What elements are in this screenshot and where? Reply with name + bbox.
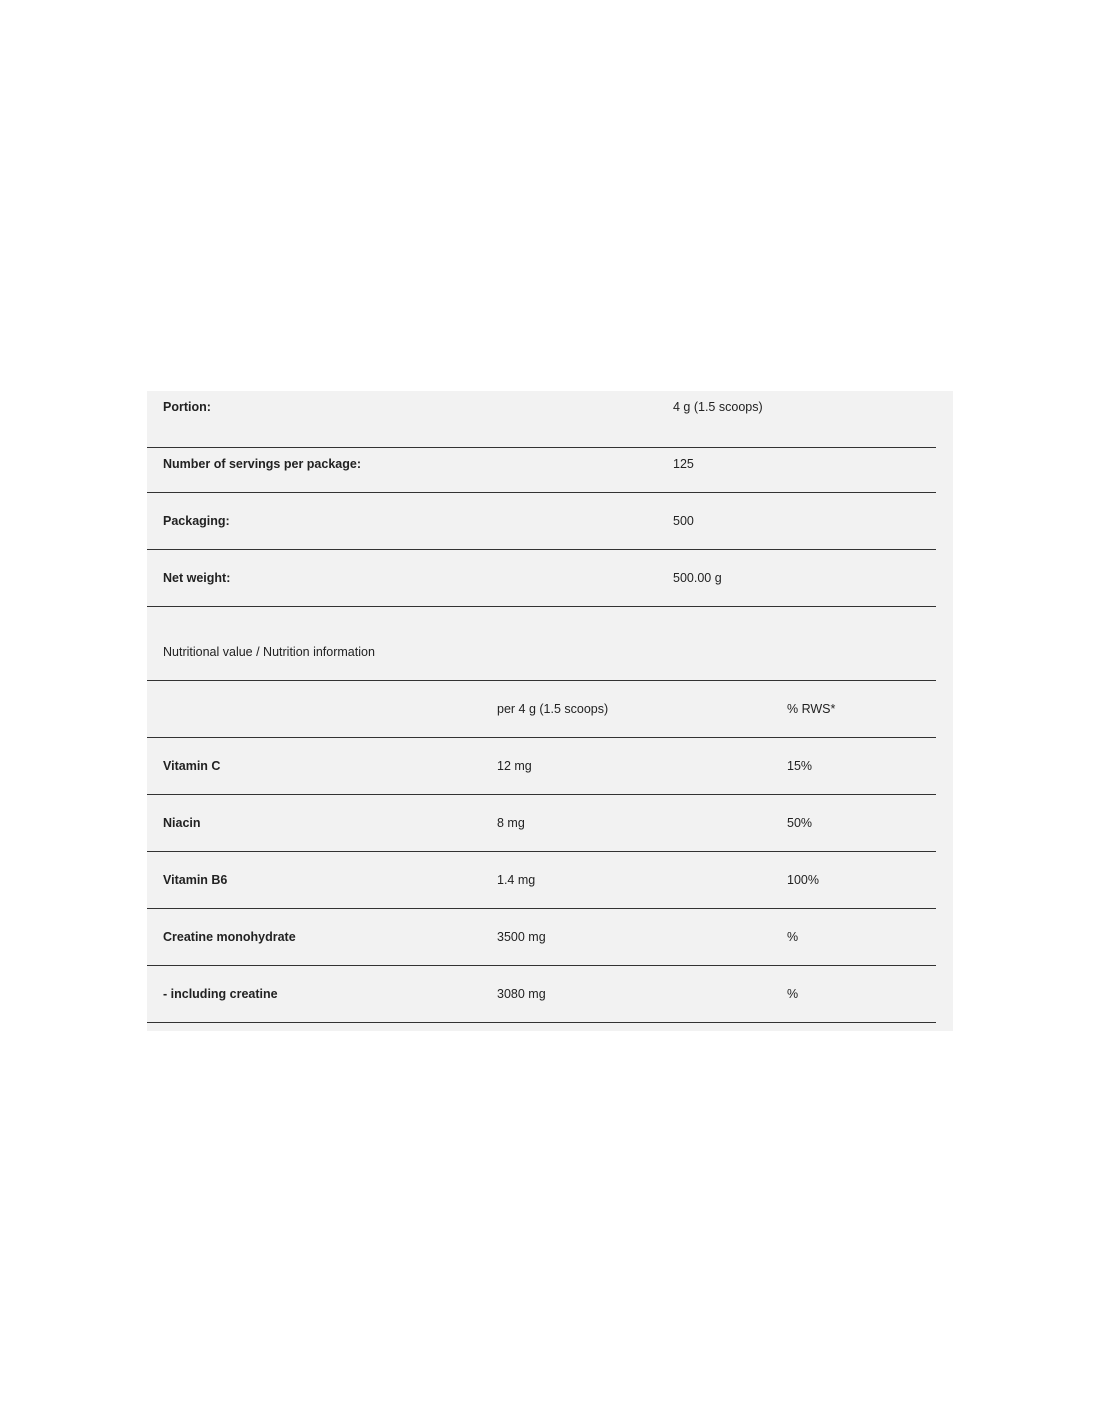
nutrition-header-rws: % RWS* (787, 702, 836, 716)
nutrition-row-including-creatine (147, 966, 936, 1023)
nutrition-title-row (147, 624, 936, 681)
spec-value: 500 (673, 514, 694, 528)
nutrient-rws: 50% (787, 816, 813, 830)
spec-row-packaging (147, 493, 936, 550)
nutrient-rws: 100% (787, 873, 819, 887)
nutrient-amount: 1.4 mg (497, 873, 536, 887)
nutrient-name: - including creatine (163, 987, 278, 1001)
spec-value: 125 (673, 457, 694, 471)
nutrition-row-vitamin-b6 (147, 852, 936, 909)
spec-row-servings (147, 436, 936, 493)
nutrient-amount: 3080 mg (497, 987, 546, 1001)
nutrient-amount: 12 mg (497, 759, 532, 773)
nutrient-rws: % (787, 930, 799, 944)
spec-label: Net weight: (163, 571, 231, 585)
nutrition-header-row (147, 681, 936, 738)
product-info-panel (147, 391, 953, 1031)
nutrition-row-niacin (147, 795, 936, 852)
spec-label: Number of servings per package: (163, 457, 361, 471)
spec-row-net-weight (147, 550, 936, 607)
nutrition-row-creatine-monohydrate (147, 909, 936, 966)
nutrition-header-amount: per 4 g (1.5 scoops) (497, 702, 609, 716)
spec-label: Portion: (163, 400, 211, 414)
nutrient-name: Niacin (163, 816, 201, 830)
nutrient-amount: 3500 mg (497, 930, 546, 944)
nutrient-amount: 8 mg (497, 816, 525, 830)
nutrient-rws: 15% (787, 759, 813, 773)
nutrient-name: Vitamin C (163, 759, 221, 773)
spec-label: Packaging: (163, 514, 230, 528)
nutrient-rws: % (787, 987, 799, 1001)
nutrition-row-vitamin-c (147, 738, 936, 795)
nutrition-title: Nutritional value / Nutrition information (163, 645, 375, 659)
nutrient-name: Vitamin B6 (163, 873, 228, 887)
nutrient-name: Creatine monohydrate (163, 930, 296, 944)
spec-value: 500.00 g (673, 571, 722, 585)
spec-value: 4 g (1.5 scoops) (673, 400, 763, 414)
